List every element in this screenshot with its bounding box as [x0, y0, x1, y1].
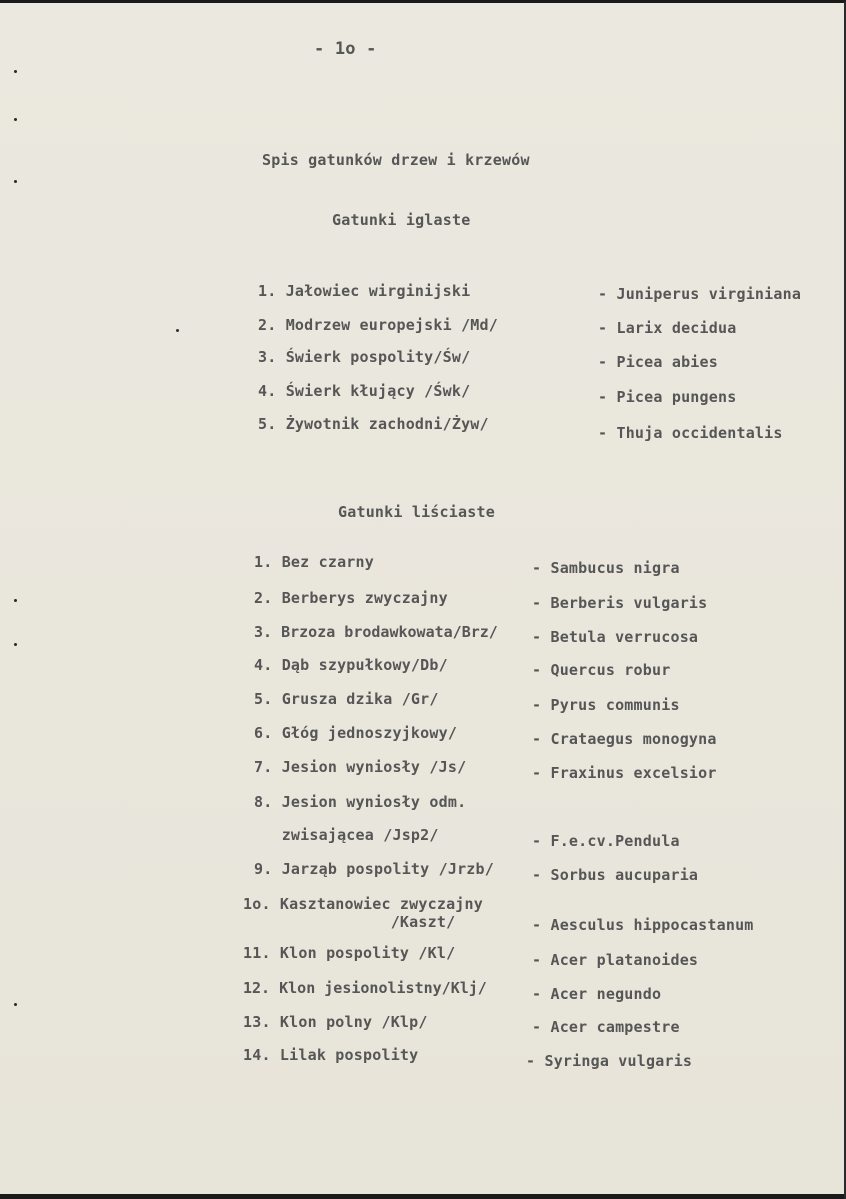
deciduous-latin: - Sambucus nigra [532, 559, 680, 577]
deciduous-name: 9. Jarząb pospolity /Jrzb/ [254, 860, 494, 878]
deciduous-name: 2. Berberys zwyczajny [254, 589, 448, 607]
document-title: Spis gatunków drzew i krzewów [262, 151, 530, 169]
punch-hole-mark [14, 643, 17, 646]
deciduous-latin: - F.e.cv.Pendula [532, 832, 680, 850]
conifer-name: 5. Żywotnik zachodni/Żyw/ [258, 415, 489, 433]
deciduous-latin: - Pyrus communis [532, 696, 680, 714]
deciduous-latin: - Aesculus hippocastanum [532, 916, 754, 934]
deciduous-name: 12. Klon jesionolistny/Klj/ [243, 979, 487, 997]
deciduous-name: 6. Głóg jednoszyjkowy/ [254, 724, 458, 742]
deciduous-name: 4. Dąb szypułkowy/Db/ [254, 656, 448, 674]
deciduous-latin: - Quercus robur [532, 661, 671, 679]
punch-hole-mark [14, 118, 17, 121]
deciduous-name: zwisającea /Jsp2/ [254, 826, 439, 844]
conifer-latin: - Juniperus virginiana [598, 285, 802, 303]
deciduous-latin: - Acer negundo [532, 985, 662, 1003]
section-heading-deciduous: Gatunki liściaste [338, 503, 495, 521]
deciduous-latin: - Berberis vulgaris [532, 594, 708, 612]
deciduous-latin: - Betula verrucosa [532, 628, 699, 646]
conifer-latin: - Thuja occidentalis [598, 424, 783, 442]
deciduous-name: 7. Jesion wyniosły /Js/ [254, 758, 467, 776]
deciduous-latin: - Acer campestre [532, 1018, 680, 1036]
punch-hole-mark [14, 1003, 17, 1006]
conifer-latin: - Picea abies [598, 353, 718, 371]
deciduous-name: 1. Bez czarny [254, 553, 374, 571]
deciduous-latin: - Fraxinus excelsior [532, 764, 717, 782]
conifer-name: 2. Modrzew europejski /Md/ [258, 316, 498, 334]
deciduous-name: 1o. Kasztanowiec zwyczajny [243, 895, 483, 913]
conifer-latin: - Larix decidua [598, 319, 737, 337]
deciduous-latin: - Crataegus monogyna [532, 730, 717, 748]
conifer-name: 4. Świerk kłujący /Śwk/ [258, 382, 471, 400]
conifer-name: 1. Jałowiec wirginijski [258, 282, 471, 300]
conifer-name: 3. Świerk pospolity/Św/ [258, 348, 471, 366]
page-number: - 1o - [314, 39, 377, 59]
scan-bottom-edge [0, 1194, 844, 1199]
deciduous-name: 8. Jesion wyniosły odm. [254, 793, 467, 811]
deciduous-name: 13. Klon polny /Klp/ [243, 1013, 428, 1031]
deciduous-latin: - Sorbus aucuparia [532, 866, 699, 884]
deciduous-name: 5. Grusza dzika /Gr/ [254, 690, 439, 708]
punch-hole-mark [14, 180, 17, 183]
conifer-latin: - Picea pungens [598, 388, 737, 406]
section-heading-conifers: Gatunki iglaste [332, 211, 471, 229]
deciduous-latin: - Syringa vulgaris [526, 1052, 693, 1070]
punch-hole-mark [14, 70, 17, 73]
ink-speck [176, 329, 179, 332]
deciduous-name: 14. Lilak pospolity [243, 1046, 419, 1064]
deciduous-name: 11. Klon pospolity /Kl/ [243, 944, 456, 962]
punch-hole-mark [14, 599, 17, 602]
deciduous-name: 3. Brzoza brodawkowata/Brz/ [254, 623, 498, 641]
deciduous-name: /Kaszt/ [243, 913, 456, 931]
deciduous-latin: - Acer platanoides [532, 951, 699, 969]
